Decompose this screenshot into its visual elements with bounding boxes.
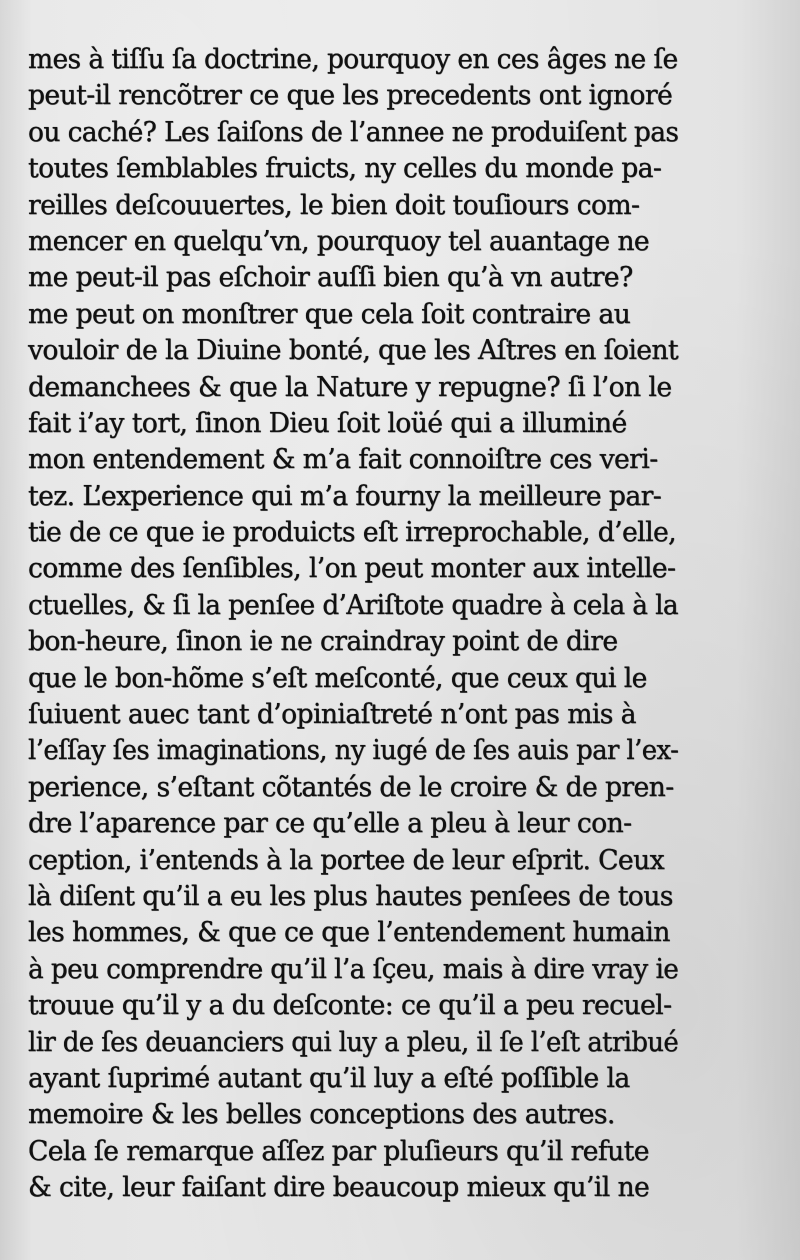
- text-line: mencer en quelqu’vn, pourquoy tel auantage ne: [28, 225, 650, 257]
- text-line: ou caché? Les ſaiſons de l’annee ne produiſent pas: [28, 116, 679, 148]
- text-line: là diſent qu’il a eu les plus hautes penſees de tous: [28, 880, 673, 912]
- text-line: toutes ſemblables fruicts, ny celles du monde pa-: [28, 153, 662, 185]
- text-line: memoire & les belles conceptions des autres.: [28, 1099, 615, 1131]
- text-line: bon-heure, ſinon ie ne craindray point de dire: [28, 626, 618, 658]
- page-text: [28, 42, 688, 1207]
- text-line: ayant ſuprimé autant qu’il luy a eſté poſſible la: [28, 1062, 630, 1094]
- text-line: ception, i’entends à la portee de leur eſprit. Ceux: [28, 844, 665, 876]
- text-line: les hommes, & que ce que l’entendement humain: [28, 917, 670, 949]
- text-line: tie de ce que ie produicts eſt irreprochable, d’elle,: [28, 517, 676, 549]
- text-line: me peut-il pas eſchoir auſſi bien qu’à vn autre?: [28, 262, 633, 294]
- text-line: trouue qu’il y a du deſconte: ce qu’il a peu recuel-: [28, 990, 672, 1022]
- text-line: reilles deſcouuertes, le bien doit touſiours com-: [28, 189, 640, 221]
- text-line: fait i’ay tort, ſinon Dieu ſoit loüé qui a illuminé: [28, 407, 627, 439]
- text-line: l’eſſay ſes imaginations, ny iugé de ſes auis par l’ex-: [28, 735, 679, 767]
- text-line: ctuelles, & ſi la penſee d’Ariſtote quadre à cela à la: [28, 589, 678, 621]
- text-line: demanchees & que la Nature y repugne? ſi l’on le: [28, 371, 672, 403]
- text-line: Cela ſe remarque aſſez par pluſieurs qu’il refute: [28, 1135, 649, 1167]
- text-line: vouloir de la Diuine bonté, que les Aſtres en ſoient: [28, 335, 679, 367]
- text-line: lir de ſes deuanciers qui luy a pleu, il ſe l’eſt atribué: [28, 1026, 679, 1058]
- text-line: mes à tiſſu ſa doctrine, pourquoy en ces âges ne ſe: [28, 44, 678, 75]
- text-line: mon entendement & m’a fait connoiſtre ces veri-: [28, 444, 658, 476]
- text-line: tez. L’experience qui m’a fourny la meilleure par-: [28, 480, 662, 512]
- text-line: perience, s’eſtant cõtantés de le croire & de pren-: [28, 771, 674, 803]
- text-line: peut-il rencõtrer ce que les precedents ont ignoré: [28, 80, 673, 112]
- text-line: & cite, leur faiſant dire beaucoup mieux qu’il ne: [28, 1172, 650, 1204]
- text-line: dre l’aparence par ce qu’elle a pleu à leur con-: [28, 808, 632, 840]
- text-line: comme des ſenſibles, l’on peut monter aux intelle-: [28, 553, 676, 585]
- text-line: à peu comprendre qu’il l’a ſçeu, mais à dire vray ie: [28, 953, 679, 985]
- text-line: ſuiuent auec tant d’opiniaſtreté n’ont pas mis à: [28, 699, 636, 731]
- text-line: me peut on monſtrer que cela ſoit contraire au: [28, 298, 631, 330]
- text-line: que le bon-hõme s’eſt meſconté, que ceux qui le: [28, 662, 647, 694]
